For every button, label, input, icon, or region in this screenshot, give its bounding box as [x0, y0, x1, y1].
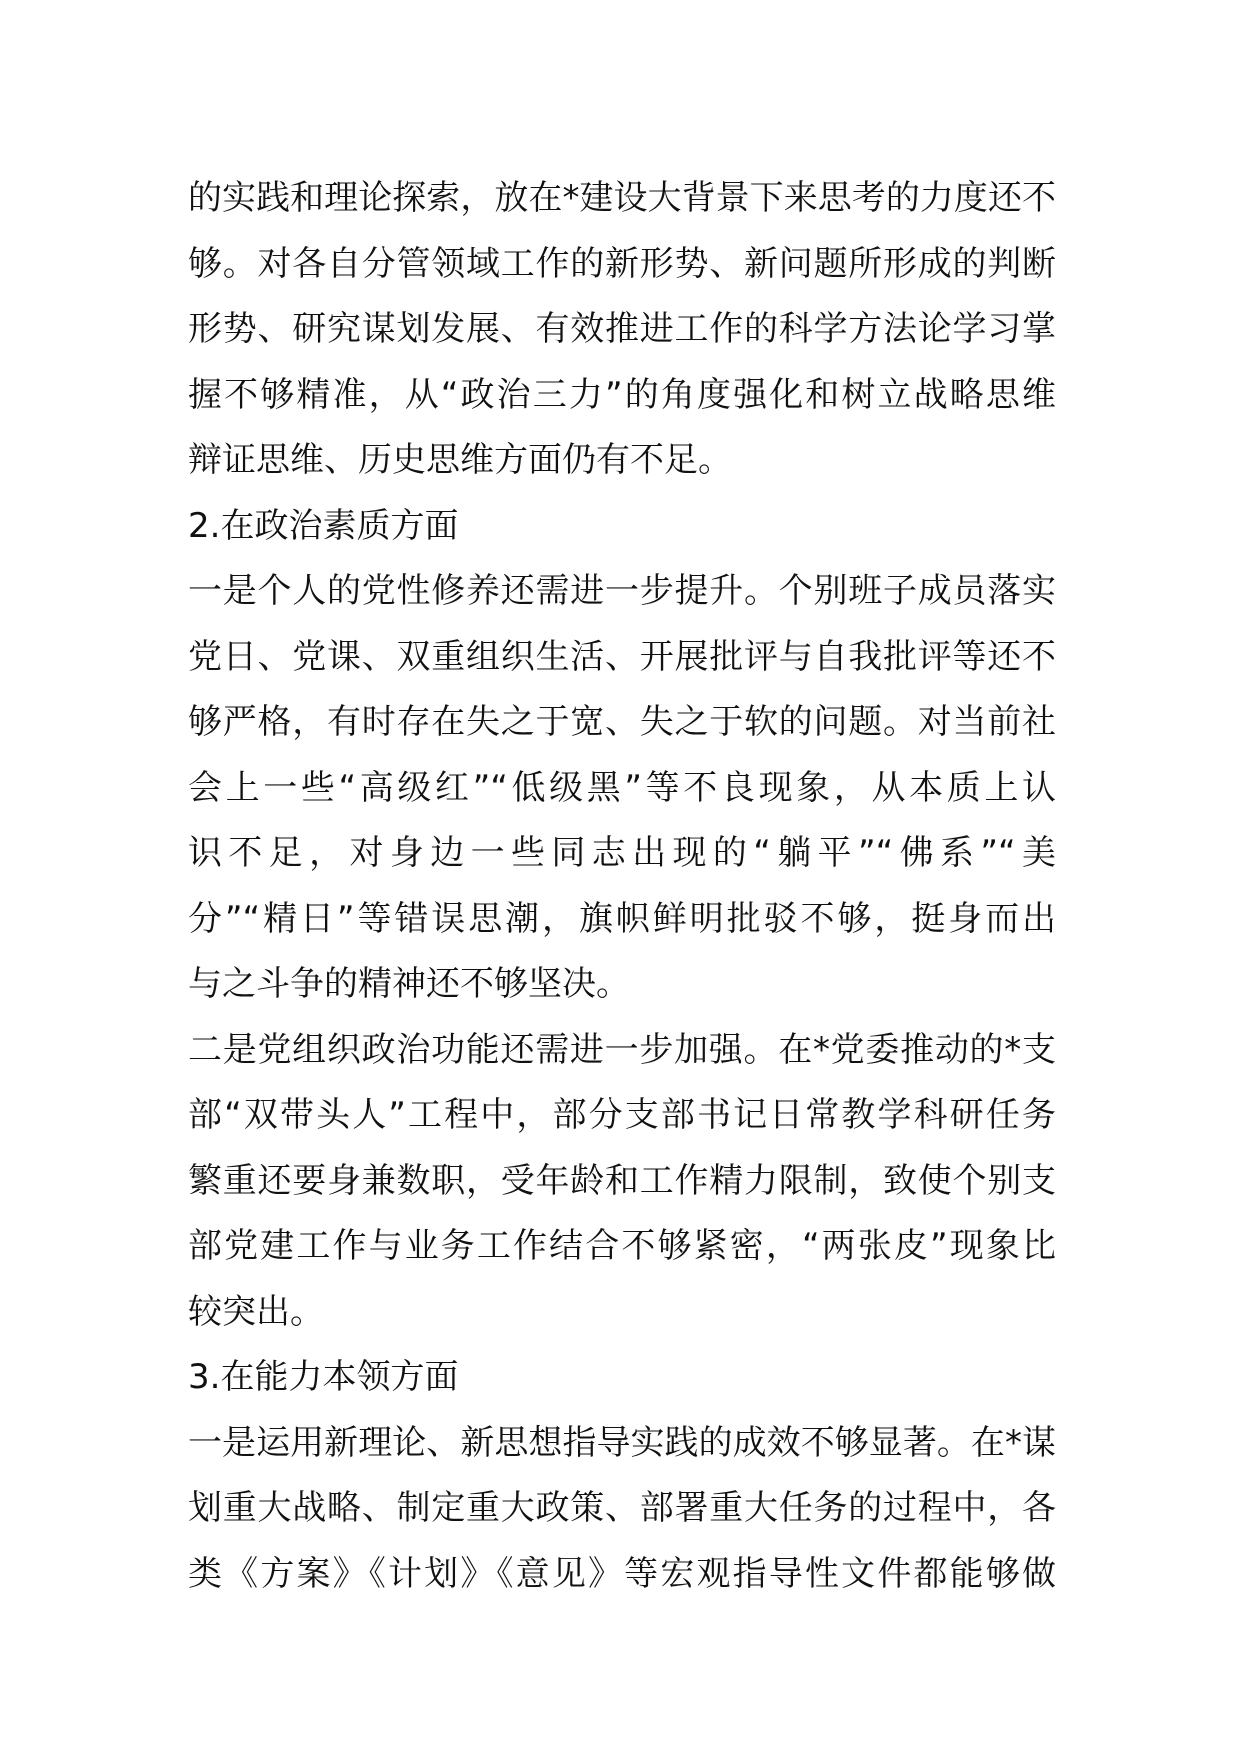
section-heading: 3.在能力本领方面 [188, 1357, 459, 1397]
text-line: 二是党组织政治功能还需进一步加强。在*党委推动的*支 [188, 1029, 1056, 1070]
text-line: 类《方案》《计划》《意见》等宏观指导性文件都能够做 [188, 1553, 1056, 1594]
text-line: 部党建工作与业务工作结合不够紧密，“两张皮”现象比 [188, 1226, 1056, 1266]
text-line: 分”“精日”等错误思潮，旗帜鲜明批驳不够，挺身而出 [188, 898, 1056, 939]
text-line: 一是运用新理论、新思想指导实践的成效不够显著。在*谋 [188, 1422, 1056, 1463]
text-line: 够。对各自分管领域工作的新形势、新问题所形成的判断 [188, 243, 1056, 284]
text-line: 的实践和理论探索，放在*建设大背景下来思考的力度还不 [188, 178, 1056, 218]
text-line: 够严格，有时存在失之于宽、失之于软的问题。对当前社 [188, 702, 1056, 742]
text-line: 形势、研究谋划发展、有效推进工作的科学方法论学习掌 [188, 309, 1056, 349]
text-line: 繁重还要身兼数职，受年龄和工作精力限制，致使个别支 [188, 1160, 1056, 1201]
document-body [188, 166, 1056, 1607]
text-line: 较突出。 [188, 1291, 324, 1332]
text-line: 握不够精准，从“政治三力”的角度强化和树立战略思维 [188, 374, 1056, 415]
text-line: 党日、党课、双重组织生活、开展批评与自我批评等还不 [188, 636, 1056, 677]
text-line: 部“双带头人”工程中，部分支部书记日常教学科研任务 [188, 1095, 1056, 1135]
text-line: 识不足，对身边一些同志出现的“躺平”“佛系”“美 [188, 833, 1056, 873]
section-heading: 2.在政治素质方面 [188, 505, 459, 546]
text-line: 与之斗争的精神还不够坚决。 [188, 964, 630, 1004]
text-line: 一是个人的党性修养还需进一步提升。个别班子成员落实 [188, 571, 1056, 611]
text-line: 会上一些“高级红”“低级黑”等不良现象，从本质上认 [188, 767, 1056, 808]
text-line: 划重大战略、制定重大政策、部署重大任务的过程中，各 [188, 1488, 1056, 1528]
text-line: 辩证思维、历史思维方面仍有不足。 [188, 440, 732, 480]
